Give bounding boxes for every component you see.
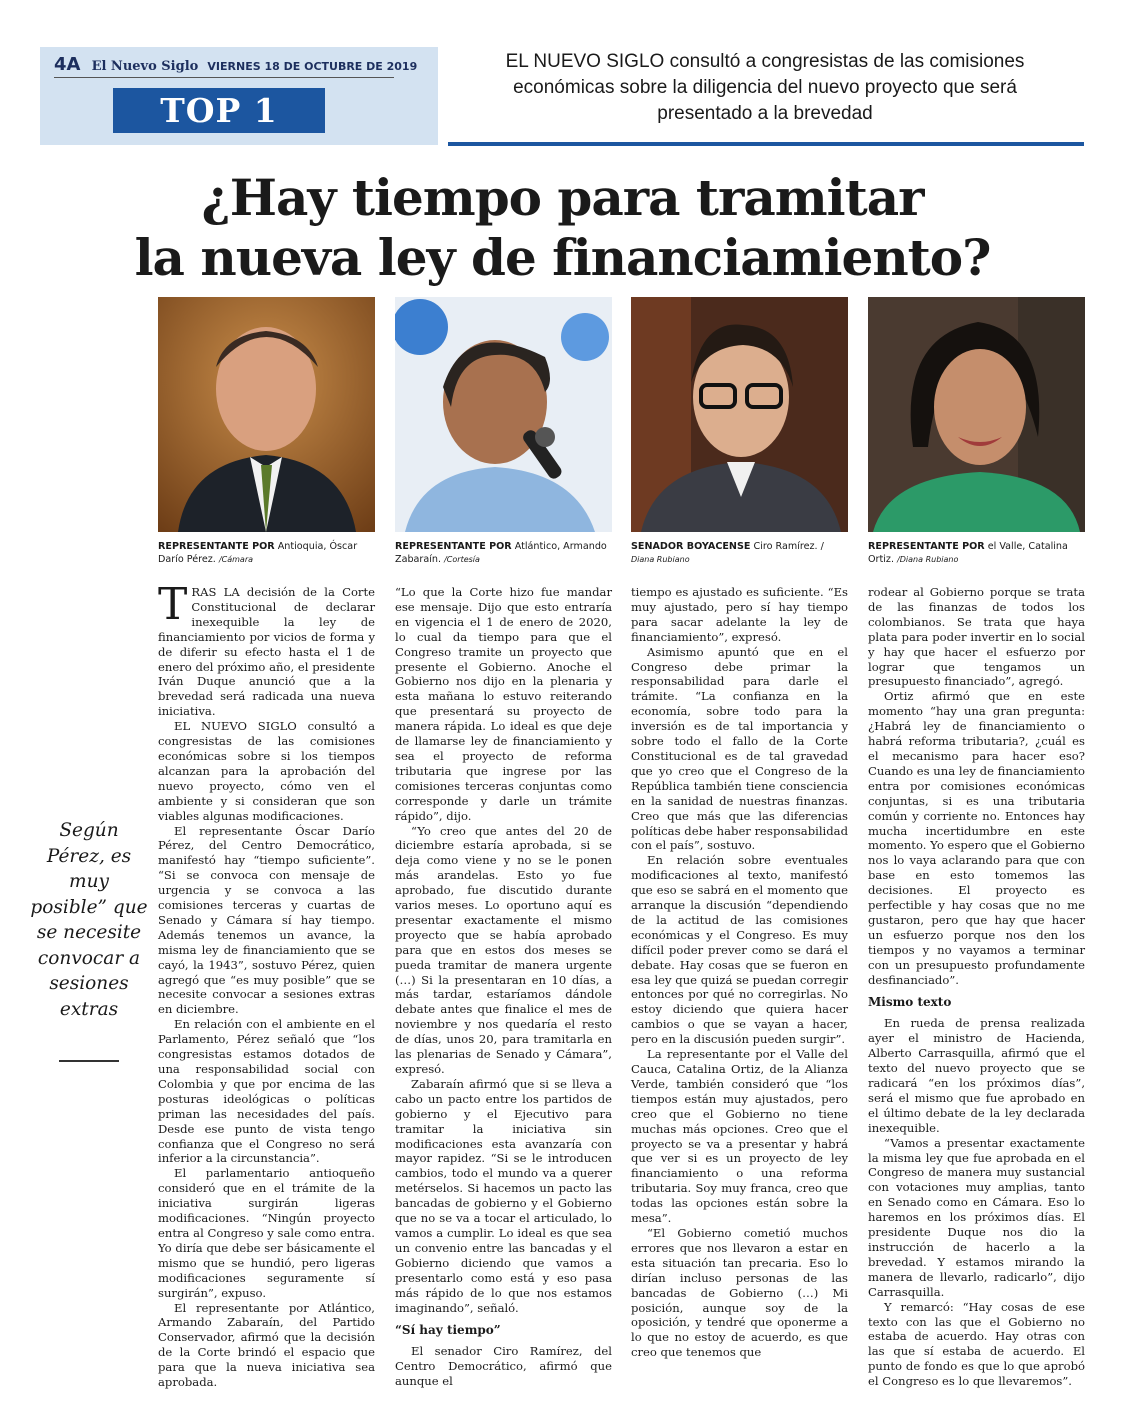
header-rule — [448, 142, 1084, 146]
caption-label: SENADOR BOYACENSE — [631, 541, 751, 552]
photo-credit: /Diana Rubiano — [897, 555, 959, 564]
portrait-image — [868, 297, 1085, 532]
folio-line — [54, 54, 418, 78]
photo-credit: /Cámara — [218, 555, 254, 564]
photo-oscar-perez — [158, 297, 375, 532]
caption-text: Atlántico, Armando Zabaraín. — [395, 541, 607, 565]
pull-quote: Según Pérez, es muy posible” que se necesite convocar a sesiones extras — [30, 820, 148, 1020]
article-column-2 — [395, 585, 612, 1389]
caption-text: Ciro Ramírez. / — [753, 541, 824, 552]
subheading: Mismo texto — [868, 995, 952, 1010]
newspaper-name: El Nuevo Siglo — [91, 59, 199, 74]
article-paragraph: En rueda de prensa realizada ayer el ministro de Hacienda, Alberto Carrasquilla, afirmó que el texto del nuevo proyecto que se radicará “en los próximos días”, será el mismo que fue aprobado en el último debate de la ley declarada inexequible. — [868, 1016, 1085, 1135]
drop-cap: T — [158, 579, 188, 630]
article-column-1 — [158, 579, 375, 1390]
page-number: 4A — [54, 54, 81, 75]
caption-4 — [868, 540, 1083, 566]
header-lead: EL NUEVO SIGLO consultó a congresistas de las comisiones económicas sobre la diligencia del nuevo proyecto que será presentado a la brevedad — [505, 51, 1025, 124]
article-paragraph — [158, 579, 375, 719]
article-paragraph: EL NUEVO SIGLO consultó a congresistas de las comisiones económicas sobre si los tiempos alcanzan para la aprobación del nuevo proyecto, cómo ven el ambiente y si consideran que son viables algunas modificaciones. — [158, 719, 375, 823]
article-paragraph: En relación con el ambiente en el Parlamento, Pérez señaló que “los congresistas estamos dotados de una responsabilidad social con Colombia y que por encima de las posturas ideológicas o políticas priman las necesidades del país. Desde ese punto de vista tengo confianza que el Congreso no será inferior a la circunstancia”. — [158, 1017, 375, 1166]
caption-label: REPRESENTANTE POR — [868, 541, 985, 552]
article-paragraph: tiempo es ajustado es suficiente. “Es muy ajustado, pero sí hay tiempo para sacar adelante la ley de financiamiento”, expresó. — [631, 585, 848, 644]
article-paragraph: Zabaraín afirmó que si se lleva a cabo un pacto entre los partidos de gobierno y el Ejecutivo para tramitar la iniciativa sin modificaciones esta avanzaría con mayor rapidez. “Si se le introducen cambios, todo el mundo va a querer metérselos. Si hacemos un pacto las bancadas de gobierno y el Gobierno que no se va a tocar el articulado, lo vamos a cumplir. Lo ideal es que sea un convenio entre las bancadas y el Gobierno diciendo que vamos a presentarlo como está y eso pasa más rápido de lo que nos estamos imaginando”, señaló. — [395, 1076, 612, 1315]
article-paragraph: Ortiz afirmó que en este momento “hay una gran pregunta: ¿Habrá ley de financiamiento o habrá reforma tributaria?, ¿cuál es el mecanismo para hacer eso? Cuando es una ley de financiamiento entra por comisiones económicas conjuntas, si es una tributaria común y corriente no. Entonces hay mucha incertidumbre en este momento. Yo espero que el Gobierno nos lo vaya aclarando para que con base en esto tomemos las decisiones. El proyecto es perfectible y hay cosas que no me gustaron, pero que hay que hacer un esfuerzo porque nos den los tiempos y no vayamos a terminar con un presupuesto profundamente desfinanciado”. — [868, 689, 1085, 987]
caption-3 — [631, 540, 846, 566]
article-paragraph: “Lo que la Corte hizo fue mandar ese mensaje. Dijo que esto entraría en vigencia el 1 de enero de 2020, lo cual da tiempo para que el Congreso tramite un proyecto que presente el Gobierno. Anoche el Gobierno nos dijo en la plenaria y esta mañana lo estuvo reiterando que presentará su proyecto de manera rápida. Lo ideal es que deje de llamarse ley de financiamiento y sea el proyecto de reforma tributaria que ingrese por las comisiones terceras conjuntas como corresponde y darle un trámite rápido”, dijo. — [395, 585, 612, 823]
caption-1 — [158, 540, 373, 566]
photo-armando-zabarain — [395, 297, 612, 532]
section-badge: TOP 1 — [113, 88, 325, 133]
article-column-4 — [868, 585, 1085, 1389]
article-paragraph: El representante por Atlántico, Armando Zabaraín, del Partido Conservador, afirmó que la decisión de la Corte brindó el espacio que para que la nueva iniciativa sea aprobada. — [158, 1300, 375, 1390]
issue-date: VIERNES 18 DE OCTUBRE DE 2019 — [207, 60, 418, 73]
portrait-image — [395, 297, 612, 532]
article-paragraph: Y remarcó: “Hay cosas de ese texto con las que el Gobierno no estaba de acuerdo. Hay otras con las que sí estaba de acuerdo. El punto de fondo es que lo que aprobó el Congreso es lo que llevaremos”. — [868, 1299, 1085, 1389]
caption-text: el Valle, Catalina Ortiz. — [868, 541, 1068, 565]
article-paragraph: El senador Ciro Ramírez, del Centro Democrático, afirmó que aunque el — [395, 1344, 612, 1389]
article-paragraph: “Yo creo que antes del 20 de diciembre estaría aprobada, si se deja como viene y no se le ponen más arandelas. Esto yo fue aprobado, fue discutido durante varios meses. Lo oportuno aquí es presentar exactamente el mismo proyecto que se había aprobado para que en estos dos meses se pueda tramitar de manera urgente (…) Si la presentaran en 10 días, a más tardar, estaríamos dándole debate antes que finalice el mes de noviembre y nos quedaría el resto de días, unos 20, para tramitarla en las plenarias de Senado y Cámara”, expresó. — [395, 823, 612, 1076]
article-paragraph: “El Gobierno cometió muchos errores que nos llevaron a estar en esta situación tan precaria. Eso lo dirían incluso personas de las bancadas de Gobierno (…) Mi posición, aunque soy de la oposición, y tendré que oponerme a lo que no estoy de acuerdo, es que creo que tenemos que — [631, 1225, 848, 1360]
portrait-image — [158, 297, 375, 532]
article-paragraph: Asimismo apuntó que en el Congreso debe primar la responsabilidad para darle el trámite. “La confianza en la economía, sobre todo para la inversión es de tal importancia y sobre todo el fallo de la Corte Constitucional es de tal gravedad que yo creo que el Congreso de la República también tiene consciencia en la sanidad de nuestras finanzas. Creo que más que las diferencias políticas debe haber responsabilidad con el país”, sostuvo. — [631, 644, 848, 853]
headline — [60, 168, 1065, 288]
pull-quote-rule — [59, 1060, 119, 1062]
headline-line-2: la nueva ley de financiamiento? — [134, 228, 991, 287]
headline-line-1: ¿Hay tiempo para tramitar — [201, 168, 924, 227]
caption-text: Antioquia, Óscar Darío Pérez. — [158, 541, 358, 565]
photo-credit: /Cortesía — [444, 555, 480, 564]
paragraph-text: RAS LA decisión de la Corte Constitucional de declarar inexequible la ley de financiamiento por vicios de forma y de diferir su efecto hasta el 1 de enero del próximo año, el presidente Iván Duque anunció que a la brevedad será radicada una nueva iniciativa. — [158, 585, 375, 719]
subheading: “Sí hay tiempo” — [395, 1323, 501, 1338]
article-column-3 — [631, 585, 848, 1360]
portrait-image — [631, 297, 848, 532]
caption-label: REPRESENTANTE POR — [158, 541, 275, 552]
article-paragraph: El representante Óscar Darío Pérez, del Centro Democrático, manifestó hay “tiempo suficiente”. “Si se convoca con mensaje de urgencia y se convoca a las comisiones terceras y cuartas de Senado y Cámara sí hay tiempo. Además tenemos un avance, la misma ley de financiamiento que se cayó, la 1943”, sostuvo Pérez, quien agregó que “es muy posible” que se necesite convocar a sesiones extras en diciembre. — [158, 823, 375, 1017]
article-paragraph: El parlamentario antioqueño consideró que en el trámite de la iniciativa surgirán ligeras modificaciones. “Ningún proyecto entra al Congreso y sale como entra. Yo diría que debe ser básicamente el mismo que se hundió, pero ligeras modificaciones seguramente sí surgirán”, expuso. — [158, 1166, 375, 1300]
article-paragraph: La representante por el Valle del Cauca, Catalina Ortiz, de la Alianza Verde, también consideró que “los tiempos están muy ajustados, pero creo que el Gobierno no tiene muchas más opciones. Creo que el proyecto se va a presentar y habrá que ver si es un proyecto de ley financiamiento o una reforma tributaria. Soy muy franca, creo que todas las opciones están sobre la mesa”. — [631, 1047, 848, 1226]
article-paragraph: En relación sobre eventuales modificaciones al texto, manifestó que eso se sabrá en el momento que arranque la discusión “dependiendo de la actitud de las comisiones económicas y el Congreso. Es muy difícil poder prever como se dará el debate. Hay cosas que se fueron en esa ley que quizá se puedan corregir entonces por qué no corregirlas. No estoy diciendo que quiera hacer cambios o que se vayan a hacer, pero en la discusión pueden surgir”. — [631, 853, 848, 1047]
caption-2 — [395, 540, 610, 566]
photo-credit: Diana Rubiano — [631, 555, 690, 564]
caption-label: REPRESENTANTE POR — [395, 541, 512, 552]
photo-catalina-ortiz — [868, 297, 1085, 532]
photo-ciro-ramirez — [631, 297, 848, 532]
article-paragraph: “Vamos a presentar exactamente la misma ley que fue aprobada en el Congreso de manera muy sustancial con votaciones muy amplias, tanto en Senado como en Cámara. Eso lo haremos en los próximos días. El presidente Duque nos dio la instrucción de hacerlo a la brevedad. Y estamos mirando la manera de llevarlo, radicarlo”, dijo Carrasquilla. — [868, 1135, 1085, 1299]
article-paragraph: rodear al Gobierno porque se trata de las finanzas de todos los colombianos. Se trata que haya plata para poder invertir en lo social y hay que hacer el esfuerzo por lograr que tengamos un presupuesto financiado”, agregó. — [868, 585, 1085, 689]
